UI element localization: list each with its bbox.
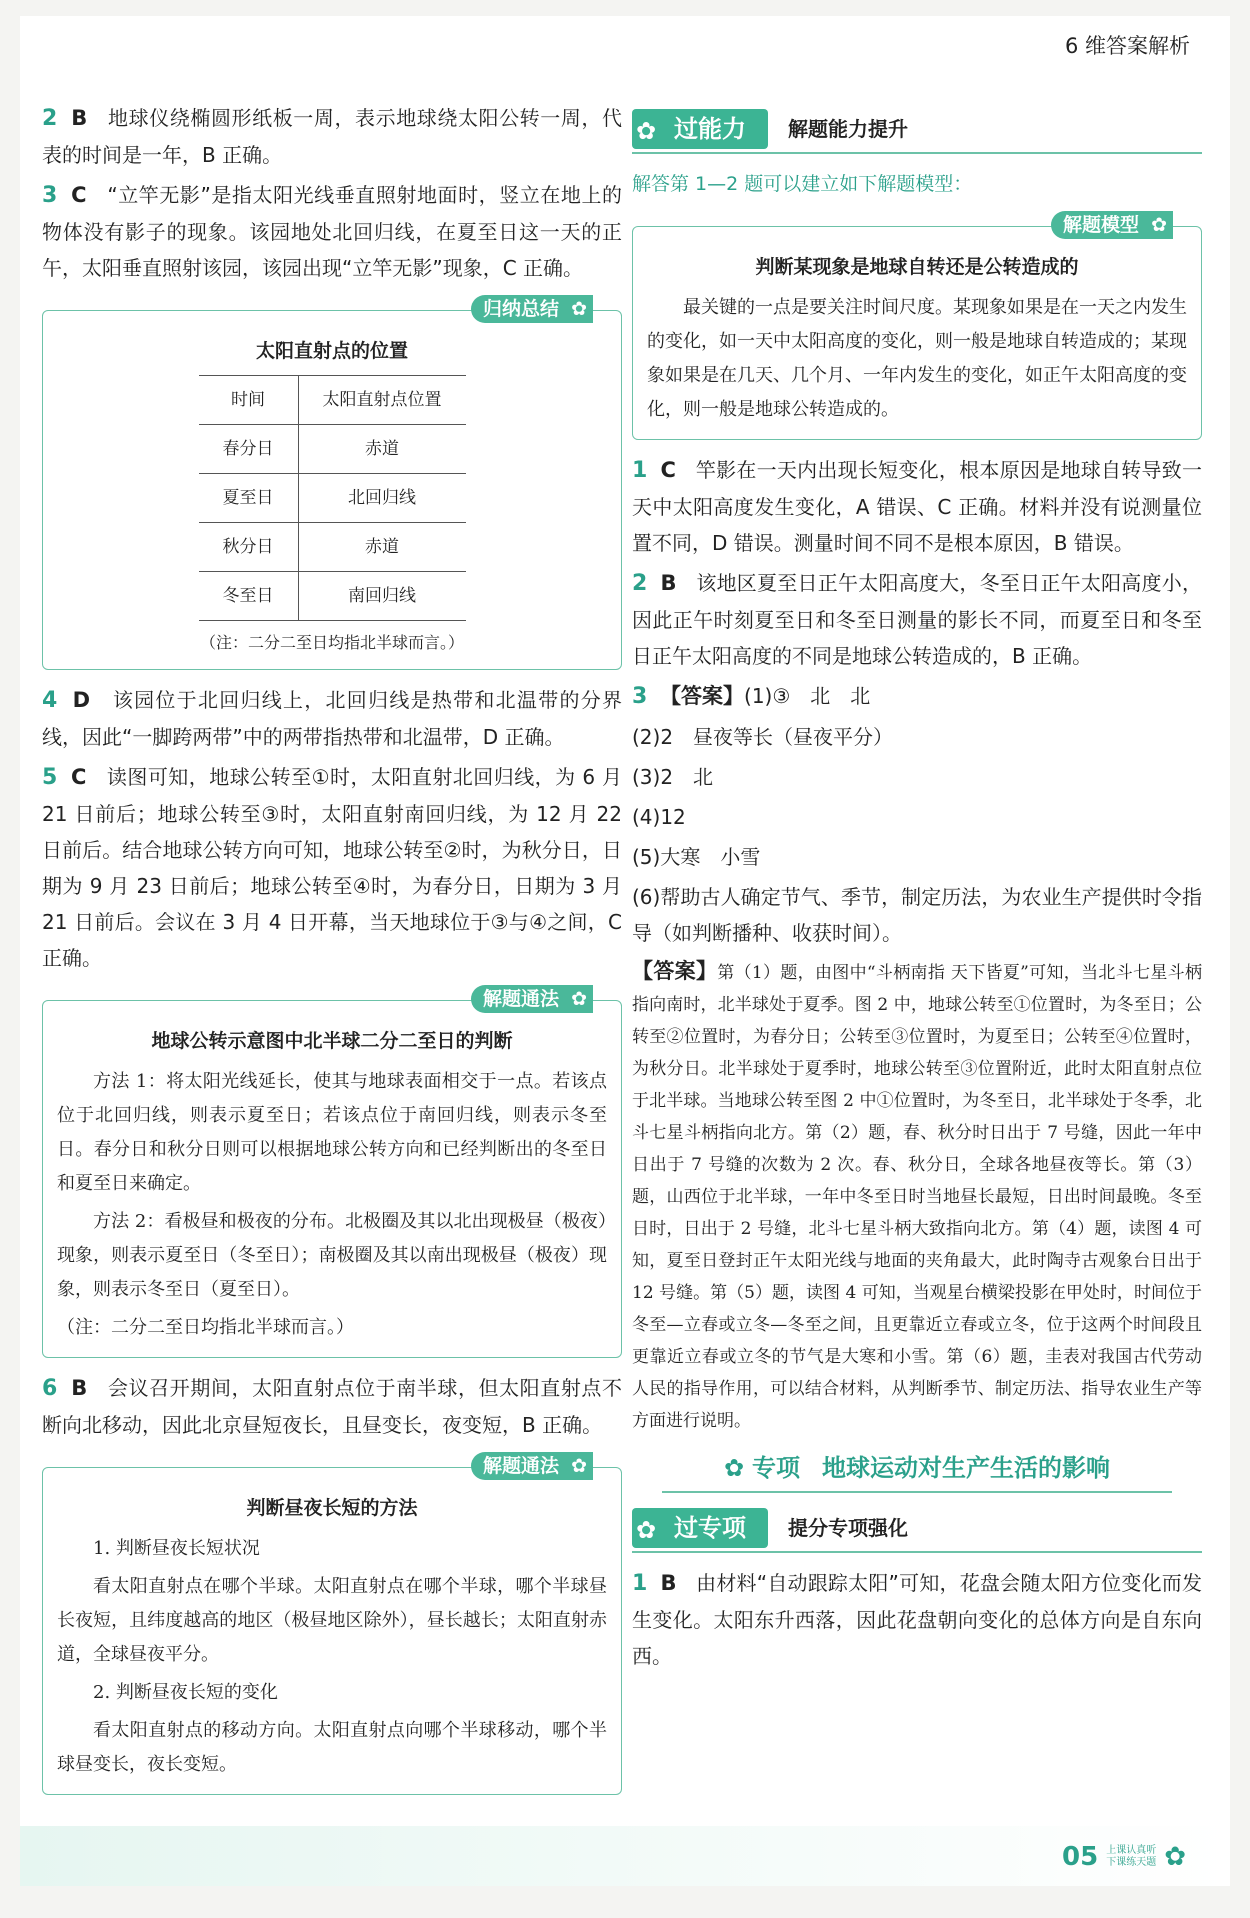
table-cell: 春分日: [199, 425, 299, 474]
sun-position-table: [199, 375, 466, 621]
table-cell: 南回归线: [298, 572, 466, 621]
answer-text: “立竿无影”是指太阳光线垂直照射地面时，竖立在地上的物体没有影子的现象。该园地处北回归线，在夏至日这一天的正午，太阳垂直照射该园，该园出现“立竿无影”现象，C 正确。: [42, 183, 622, 280]
method-tag: [471, 985, 593, 1013]
answer-text: 读图可知，地球公转至①时，太阳直射北回归线，为 6 月 21 日前后；地球公转至③时，太阳直射南回归线，为 12 月 22 日前后。结合地球公转方向可知，地球公转至②时，为秋分日，日期为 9 月 23 日前后；地球公转至④时，为春分日，日期为 3 月 21 日前后。会议在 3 月 4 日开幕，当天地球位于③与④之间，C 正确。: [42, 765, 622, 970]
page-footer: [1062, 1842, 1186, 1872]
method-tag: [471, 1452, 593, 1480]
footer-slogan: [1106, 1845, 1156, 1869]
summary-title: 太阳直射点的位置: [255, 340, 408, 362]
question-number: 2: [632, 571, 648, 596]
table-cell: 赤道: [298, 425, 466, 474]
answer-part: (4)12: [632, 805, 686, 829]
special-subtitle: 提分专项强化: [788, 1516, 908, 1540]
table-header-row: [199, 376, 466, 425]
method-tag-label: 解题通法: [482, 1455, 559, 1477]
mascot-icon: ✿: [636, 1516, 657, 1544]
answer-5: [42, 759, 622, 976]
flower-icon: ✿: [723, 1454, 745, 1482]
question-number: 3: [632, 684, 648, 709]
table-row: [199, 523, 466, 572]
question-number: 4: [42, 688, 58, 713]
method-tag-label: 解题通法: [482, 988, 559, 1010]
answer-choice: B: [71, 1376, 88, 1400]
model-box: [632, 214, 1202, 440]
model-title: 判断某现象是地球自转还是公转造成的: [755, 256, 1079, 278]
answer-4: [42, 682, 622, 755]
slogan-line: 上课认真听: [1106, 1845, 1157, 1856]
answer-choice: C: [660, 458, 676, 482]
ability-subtitle: 解题能力提升: [788, 117, 908, 141]
method-title: 判断昼夜长短的方法: [246, 1497, 418, 1519]
method-subheading: 2. 判断昼夜长短的变化: [93, 1682, 278, 1703]
special-title: 地球运动对生产生活的影响: [822, 1454, 1111, 1482]
ability-pill: [632, 109, 768, 149]
right-column: [632, 100, 1202, 1678]
column-header: 时间: [199, 376, 299, 425]
answer-choice: C: [71, 183, 87, 207]
special-label: 专项: [752, 1454, 801, 1482]
answer-text: 该地区夏至日正午太阳高度大，冬至日正午太阳高度小，因此正午时刻夏至日和冬至日测量的影长不同，而夏至日和冬至日正午太阳高度的不同是地球公转造成的，B 正确。: [632, 571, 1203, 668]
table-row: [199, 572, 466, 621]
slogan-line: 下课练天题: [1106, 1857, 1157, 1868]
explanation-text: 第（1）题，由图中“斗柄南指 天下皆夏”可知，当北斗七星斗柄指向南时，北半球处于夏季。图 2 中，地球公转至①位置时，为冬至日；公转至②位置时，为春分日；公转至③位置时，为夏至日；公转至④位置时，为秋分日。北半球处于夏季时，地球公转至③位置附近，此时太阳直射点位于北半球。当地球公转至图 2 中①位置时，为冬至日，北半球处于冬季，北斗七星斗柄指向北方。第（2）题，春、秋分时日出于 7 号缝，因此一年中日出于 7 号缝的次数为 2 次。春、秋分日，全球各地昼夜等长。第（3）题，山西位于北半球，一年中冬至日时当地昼长最短，日出时间最晚。冬至日时，日出于 2 号缝，北斗七星斗柄大致指向北方。第（4）题，读图 4 可知，夏至日登封正午太阳光线与地面的夹角最大，此时陶寺古观象台日出于 12 号缝。第（5）题，读图 4 可知，当观星台横梁投影在甲处时，时间位于冬至—立春或立冬—冬至之间，且更靠近立春或立冬，位于这两个时间段且更靠近立春或立冬的节气是大寒和小雪。第（6）题，圭表对我国古代劳动人民的指导作用，可以结合材料，从判断季节、制定历法、指导农业生产等方面进行说明。: [632, 963, 1202, 1431]
answer-text: 会议召开期间，太阳直射点位于南半球，但太阳直射点不断向北移动，因此北京昼短夜长，且昼变长，夜变短，B 正确。: [42, 1376, 623, 1437]
star-icon: ✿: [571, 298, 587, 320]
summary-note: （注：二分二至日均指北半球而言。）: [199, 633, 464, 652]
answer-s1: [632, 1565, 1202, 1674]
method-subheading: 1. 判断昼夜长短状况: [93, 1538, 260, 1559]
summary-tag-label: 归纳总结: [482, 298, 559, 320]
model-intro: 解答第 1—2 题可以建立如下解题模型：: [632, 173, 973, 195]
question-number: 1: [632, 1571, 648, 1596]
question-number: 6: [42, 1376, 58, 1401]
model-tag-label: 解题模型: [1062, 214, 1139, 236]
model-tag: [1051, 211, 1173, 239]
footer-band: [20, 1826, 1230, 1886]
ability-banner: [632, 106, 1202, 154]
answer-explanation: [632, 955, 1202, 1437]
answer-text: 由材料“自动跟踪太阳”可知，花盘会随太阳方位变化而发生变化。太阳东升西落，因此花盘朝向变化的总体方向是自东向西。: [632, 1571, 1202, 1668]
method-paragraph: 方法 1：将太阳光线延长，使其与地球表面相交于一点。若该点位于北回归线，则表示夏至日；若该点位于南回归线，则表示冬至日。春分日和秋分日则可以根据地球公转方向和已经判断出的冬至日和夏至日来确定。: [57, 1071, 607, 1194]
question-number: 1: [632, 458, 648, 483]
table-row: [199, 425, 466, 474]
answer-choice: B: [660, 1571, 677, 1595]
special-pill: [632, 1508, 768, 1548]
answer-r2: [632, 565, 1202, 674]
star-icon: ✿: [571, 988, 587, 1010]
question-number: 3: [42, 183, 58, 208]
answer-part: (1)③ 北 北: [744, 684, 871, 708]
answer-choice: D: [72, 688, 90, 712]
table-row: [199, 474, 466, 523]
summary-box: [42, 298, 622, 670]
answer-choice: B: [660, 571, 677, 595]
model-text: 最关键的一点是要关注时间尺度。某现象如果是在一天之内发生的变化，如一天中太阳高度的变化，则一般是地球自转造成的；某现象如果是在几天、几个月、一年内发生的变化，如正午太阳高度的变化，则一般是地球公转造成的。: [647, 297, 1187, 420]
answer-page: [20, 16, 1230, 1886]
explanation-label: 【答案】: [632, 958, 718, 983]
table-cell: 夏至日: [199, 474, 299, 523]
answer-3: [42, 177, 622, 286]
special-section-title: [662, 1445, 1172, 1493]
ability-label: 过能力: [674, 115, 746, 143]
page-header-title: 6 维答案解析: [1064, 34, 1190, 58]
answer-6: [42, 1370, 622, 1443]
answer-choice: B: [71, 106, 88, 130]
method-paragraph: 看太阳直射点在哪个半球。太阳直射点在哪个半球，哪个半球昼长夜短，且纬度越高的地区（极昼地区除外），昼长越长；太阳直射赤道，全球昼夜平分。: [57, 1576, 607, 1665]
answer-r3: [632, 678, 1202, 951]
method-paragraph: 看太阳直射点的移动方向。太阳直射点向哪个半球移动，哪个半球昼变长，夜长变短。: [57, 1720, 607, 1775]
table-cell: 赤道: [298, 523, 466, 572]
left-column: [42, 100, 622, 1807]
table-cell: 秋分日: [199, 523, 299, 572]
method-box-2: [42, 1455, 622, 1795]
answer-part: (5)大寒 小雪: [632, 845, 761, 869]
method-paragraph: 方法 2：看极昼和极夜的分布。北极圈及其以北出现极昼（极夜）现象，则表示夏至日（冬至日）；南极圈及其以南出现极昼（极夜）现象，则表示冬至日（夏至日）。: [57, 1211, 607, 1300]
star-icon: ✿: [1151, 214, 1167, 236]
answer-label: 【答案】: [660, 684, 745, 708]
answer-text: 地球仪绕椭圆形纸板一周，表示地球绕太阳公转一周，代表的时间是一年，B 正确。: [42, 106, 623, 167]
method-box-1: [42, 988, 622, 1358]
special-banner: [632, 1505, 1202, 1553]
answer-r1: [632, 452, 1202, 561]
mascot-icon: ✿: [636, 117, 657, 145]
column-header: 太阳直射点位置: [298, 376, 466, 425]
answer-part: (3)2 北: [632, 765, 714, 789]
special-pill-label: 过专项: [674, 1514, 746, 1542]
answer-text: 该园位于北回归线上，北回归线是热带和北温带的分界线，因此“一脚跨两带”中的两带指热带和北温带，D 正确。: [42, 688, 622, 749]
answer-part: (2)2 昼夜等长（昼夜平分）: [632, 725, 894, 749]
method-note: （注：二分二至日均指北半球而言。）: [57, 1317, 354, 1338]
page-number: 05: [1062, 1842, 1099, 1872]
question-number: 5: [42, 765, 58, 790]
star-icon: ✿: [571, 1455, 587, 1477]
answer-part: (6)帮助古人确定节气、季节，制定历法，为农业生产提供时令指导（如判断播种、收获时间）。: [632, 885, 1202, 945]
answer-text: 竿影在一天内出现长短变化，根本原因是地球自转导致一天中太阳高度发生变化，A 错误、C 正确。材料并没有说测量位置不同，D 错误。测量时间不同不是根本原因，B 错误。: [632, 458, 1203, 555]
summary-tag: [471, 295, 593, 323]
table-cell: 冬至日: [199, 572, 299, 621]
question-number: 2: [42, 106, 58, 131]
answer-choice: C: [70, 765, 87, 789]
mascot-icon: ✿: [1164, 1842, 1186, 1872]
table-cell: 北回归线: [298, 474, 466, 523]
answer-2: [42, 100, 622, 173]
method-title: 地球公转示意图中北半球二分二至日的判断: [151, 1030, 513, 1052]
